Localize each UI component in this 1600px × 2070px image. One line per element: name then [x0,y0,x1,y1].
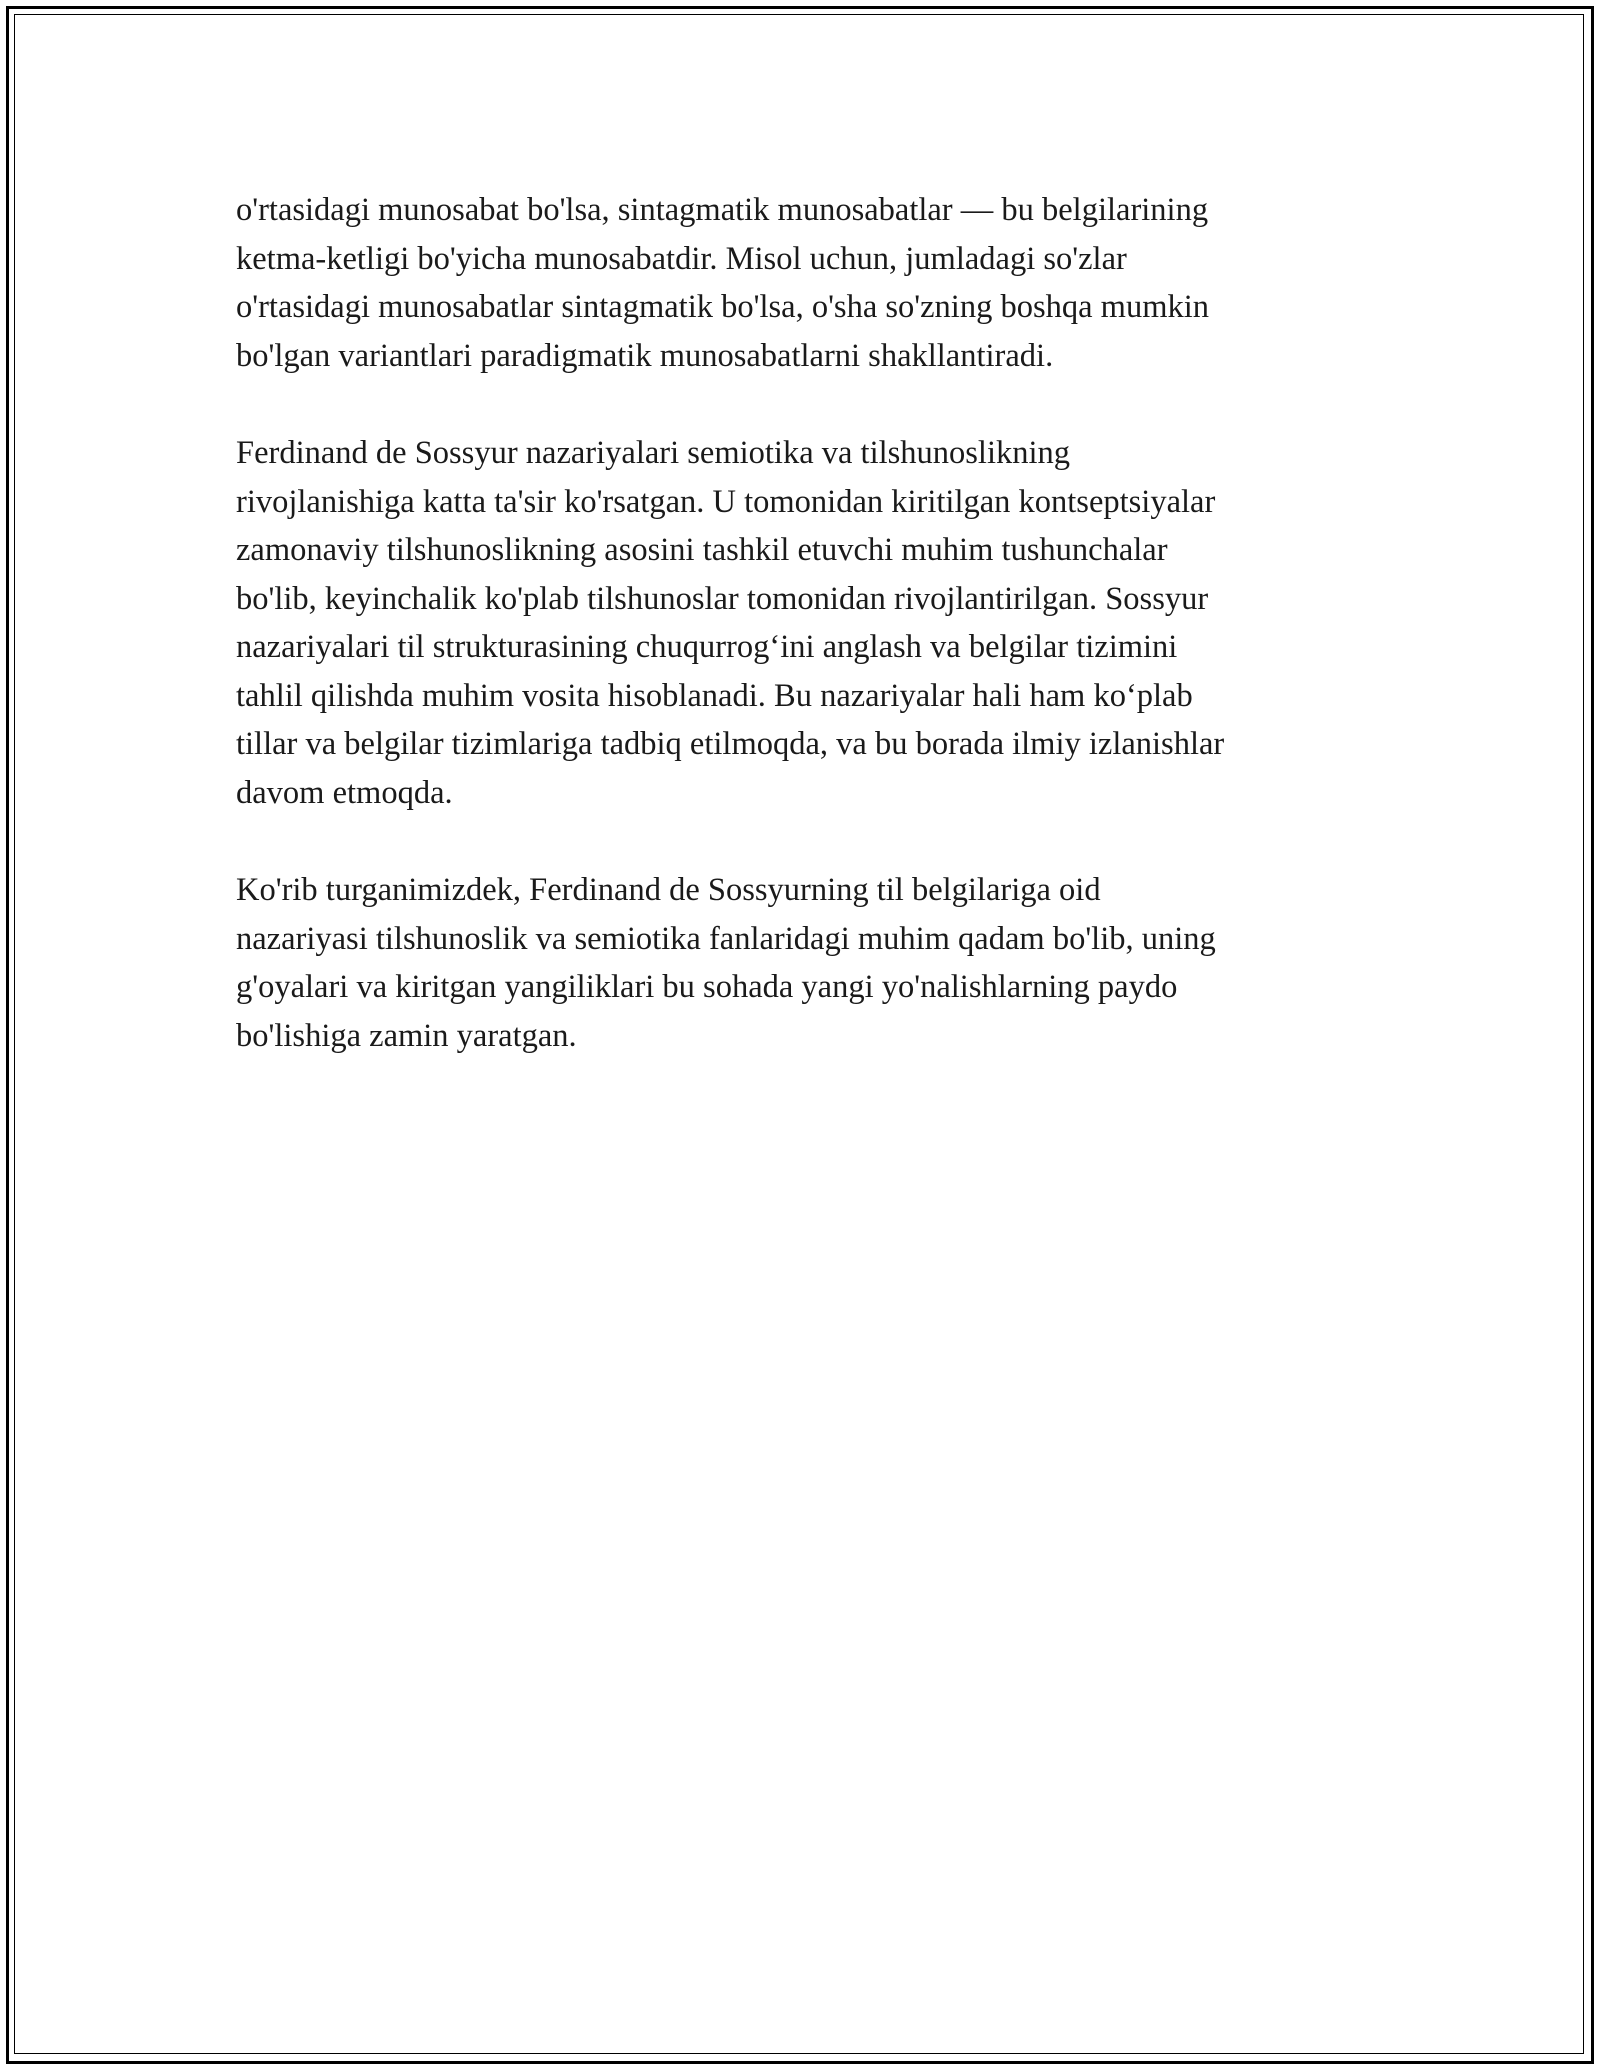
paragraph: Ko'rib turganimizdek, Ferdinand de Sossyurning til belgilariga oid nazariyasi tilshunoslik va semiotika fanlaridagi muhim qadam bo'lib, uning g'oyalari va kiritgan yangiliklari bu sohada yangi yo'nalishlarning paydo bo'lishiga zamin yaratgan. [236,872,1216,1054]
paragraph: o'rtasidagi munosabat bo'lsa, sintagmatik munosabatlar — bu belgilarining ketma-ketligi bo'yicha munosabatdir. Misol uchun, jumladagi so'zlar o'rtasidagi munosabatlar sintagmatik bo'lsa, o'sha so'zning boshqa mumkin bo'lgan variantlari paradigmatik munosabatlarni shakllantiradi. [236,192,1210,374]
paragraph: Ferdinand de Sossyur nazariyalari semiotika va tilshunoslikning rivojlanishiga katta ta'sir ko'rsatgan. U tomonidan kiritilgan kontseptsiyalar zamonaviy tilshunoslikning asosini tashkil etuvchi muhim tushunchalar bo'lib, keyinchalik ko'plab tilshunoslar tomonidan rivojlantirilgan. Sossyur nazariyalari til strukturasining chuqurrog‘ini anglash va belgilar tizimini tahlil qilishda muhim vosita hisoblanadi. Bu nazariyalar hali ham ko‘plab tillar va belgilar tizimlariga tadbiq etilmoqda, va bu borada ilmiy izlanishlar davom etmoqda. [236,435,1225,811]
document-body [236,186,1366,1109]
